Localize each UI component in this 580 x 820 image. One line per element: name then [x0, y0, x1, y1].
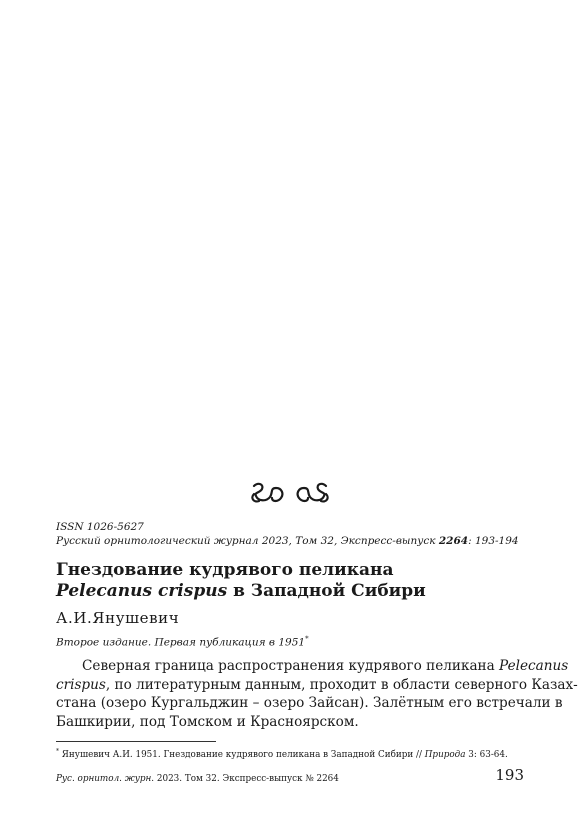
author-name: А.И.Янушевич	[56, 609, 180, 627]
edition-note	[56, 632, 309, 650]
footnote-marker: *	[305, 635, 309, 643]
article-body	[56, 657, 578, 731]
page-number: 193	[495, 766, 524, 784]
latin-genus: Pelecanus	[499, 658, 569, 674]
footnote: * Янушевич А.И. 1951. Гнездование кудрявого пеликана в Западной Сибири // Природа 3: 63-64.	[56, 748, 508, 760]
article-title	[56, 560, 426, 602]
title-rest: в Западной Сибири	[227, 581, 426, 601]
journal-abbreviation: Рус. орнитол. журн.	[56, 774, 155, 784]
journal-citation	[56, 534, 519, 548]
footer-details: 2023. Том 32. Экспресс-выпуск № 2264	[154, 774, 339, 784]
latin-species: crispus	[56, 676, 106, 693]
body-line-2: crispus, по литературным данным, проходит в области северного Казах-	[56, 676, 578, 693]
title-line-2	[56, 581, 426, 602]
running-footer	[56, 773, 339, 785]
body-line-1: Северная граница распространения кудрявого пеликана Pelecanus	[82, 658, 569, 674]
body-line-3: стана (озеро Кургальджин – озеро Зайсан). Залётным его встречали в	[56, 695, 563, 712]
journal-header	[56, 520, 519, 548]
page-range: : 193-194	[468, 535, 519, 547]
footnote-marker: *	[56, 748, 59, 755]
body-paragraph	[56, 657, 578, 731]
body-line-4: Башкирии, под Томском и Красноярском.	[56, 713, 359, 730]
issn: ISSN 1026-5627	[56, 521, 144, 533]
footnote-divider	[56, 741, 216, 742]
fleuron-pair-icon	[248, 480, 332, 506]
issue-number: 2264	[438, 535, 469, 547]
title-line-1: Гнездование кудрявого пеликана	[56, 560, 394, 580]
footnote-journal: Природа	[424, 749, 466, 760]
journal-citation-text: Русский орнитологический журнал 2023, Том 32, Экспресс-выпуск	[56, 535, 439, 547]
title-latin-name: Pelecanus crispus	[56, 581, 228, 601]
edition-note-text: Второе издание. Первая публикация в 1951	[56, 636, 306, 649]
